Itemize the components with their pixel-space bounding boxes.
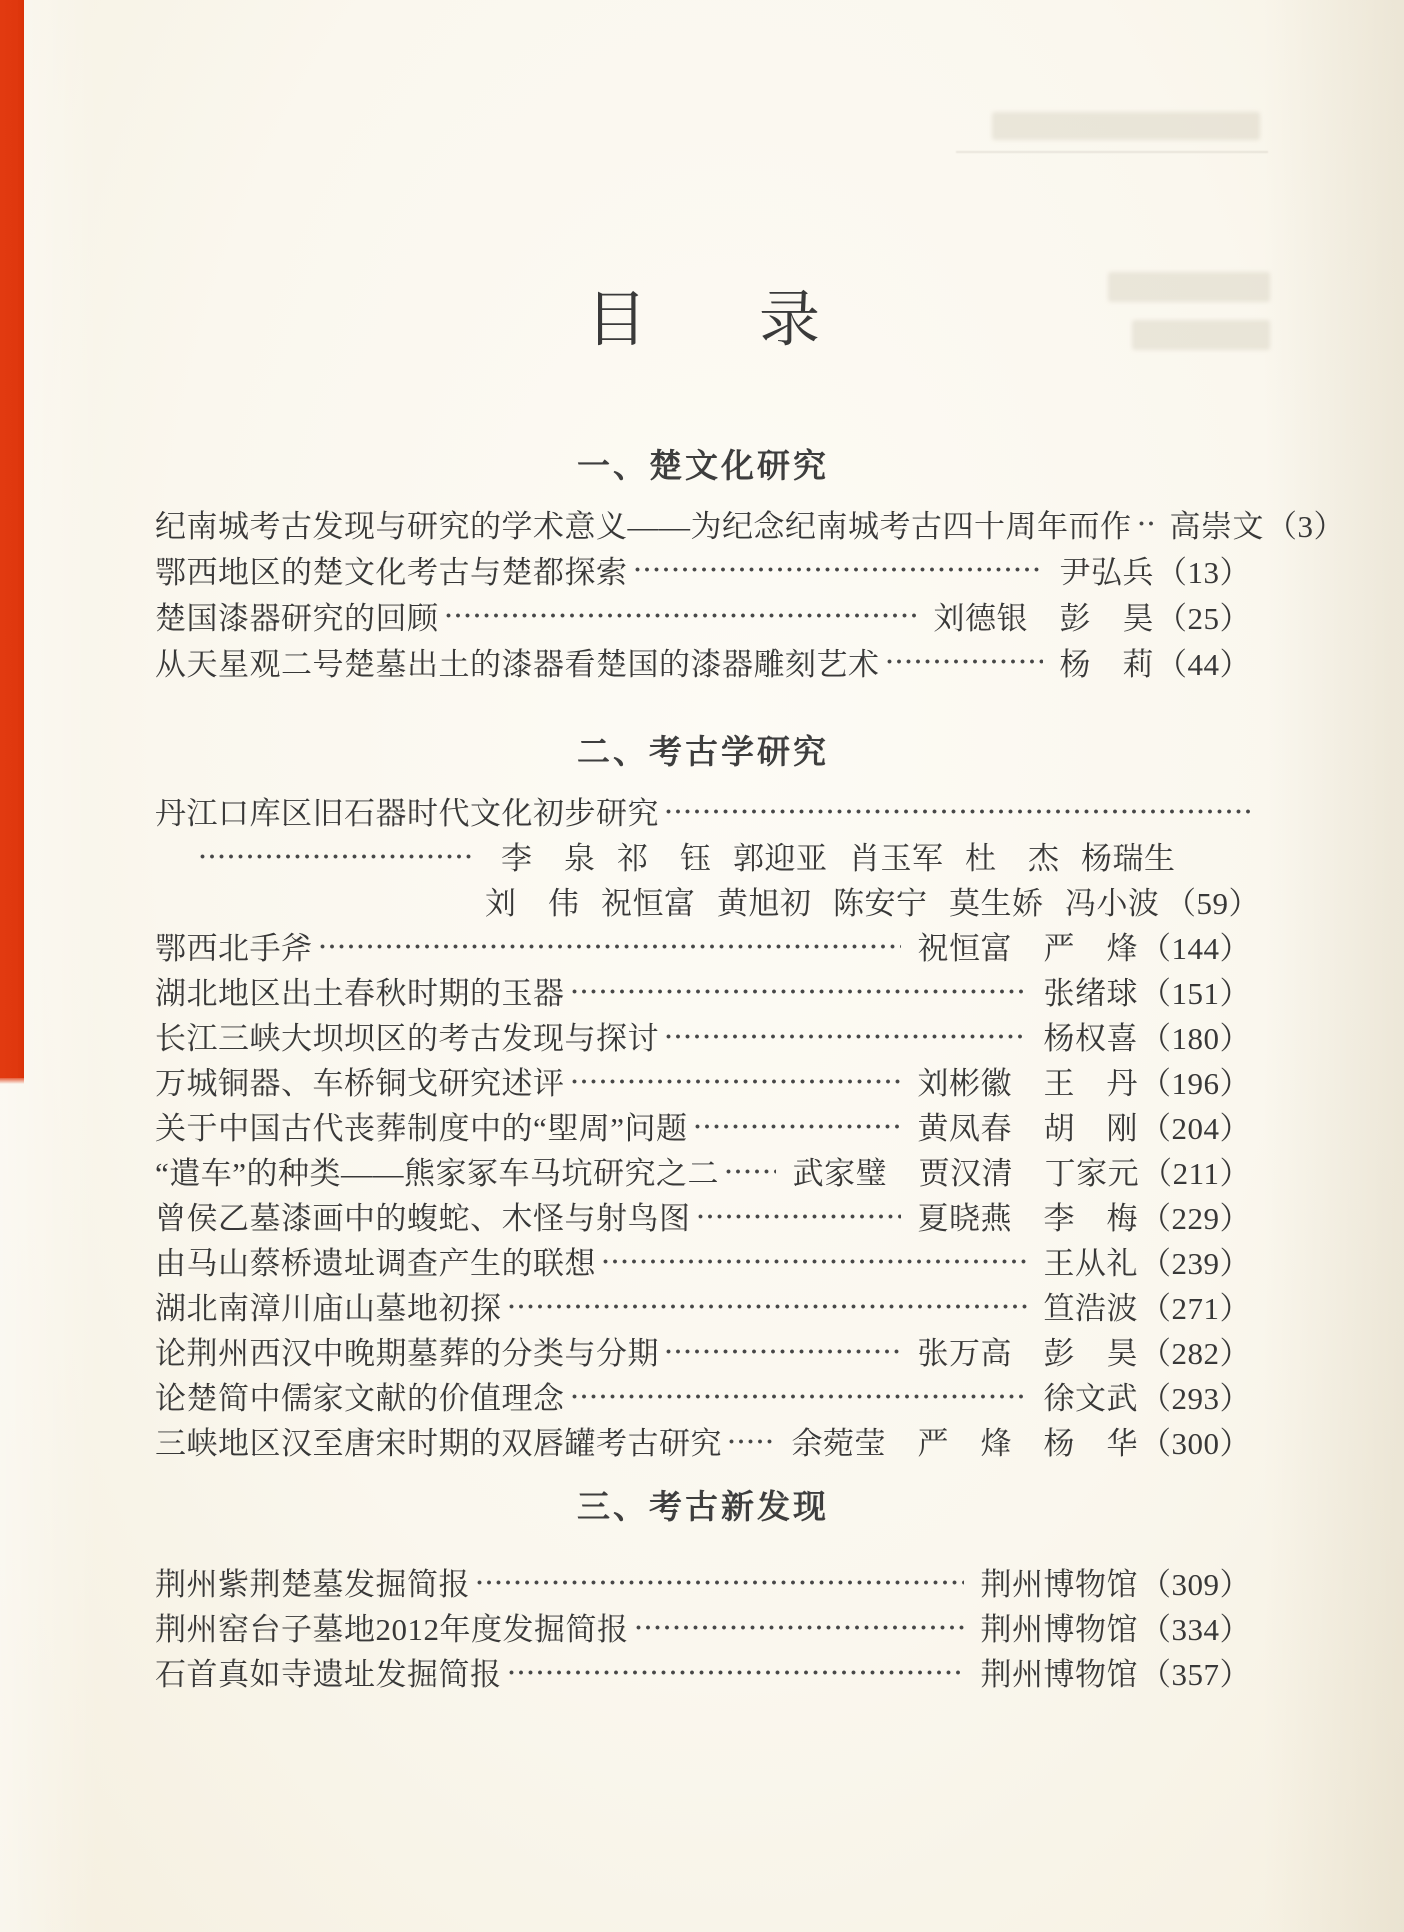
entry-title: 由马山蔡桥遗址调查产生的联想	[155, 1246, 596, 1281]
author-name: 杜 杰	[965, 841, 1060, 876]
toc-entry	[155, 546, 1251, 592]
entry-title: 石首真如寺遗址发掘简报	[155, 1657, 502, 1692]
author-name-list	[501, 833, 1181, 878]
dot-leader	[502, 1283, 1032, 1328]
dot-leader	[659, 1328, 906, 1373]
section-1-entries	[155, 500, 1345, 684]
entry-authors: 荆州博物馆	[980, 1657, 1138, 1692]
entry-authors: 黄凤春 胡 刚	[917, 1111, 1138, 1146]
entry-authors: 尹弘兵	[1059, 554, 1154, 590]
toc-entry-authors-line	[155, 878, 1260, 923]
toc-entry	[155, 1649, 1251, 1694]
entry-authors: 笪浩波	[1043, 1291, 1138, 1326]
entry-authors: 张绪球	[1043, 976, 1138, 1011]
entry-title: 论荆州西汉中晚期墓葬的分类与分期	[155, 1336, 659, 1371]
entry-title: “遣车”的种类——熊家冢车马坑研究之二	[155, 1156, 720, 1191]
entry-title: 万城铜器、车桥铜戈研究述评	[155, 1066, 565, 1101]
author-name: 祁 钰	[617, 841, 712, 876]
toc-entry	[155, 638, 1251, 684]
author-name: 陈安宁	[833, 886, 928, 921]
author-name: 冯小波	[1065, 886, 1160, 921]
section-heading-3: 三、考古新发现	[577, 1488, 829, 1525]
dot-leader	[691, 1193, 906, 1238]
entry-title: 湖北南漳川庙山墓地初探	[155, 1291, 502, 1326]
author-name: 黄旭初	[717, 886, 812, 921]
dot-leader	[629, 1604, 969, 1649]
page-title	[155, 288, 1251, 354]
dot-leader	[313, 923, 906, 968]
entry-page-number: （44）	[1156, 646, 1251, 682]
dot-leader	[470, 1559, 969, 1604]
author-name-list	[485, 878, 1165, 923]
author-name: 刘 伟	[485, 886, 580, 921]
toc-entry	[155, 1328, 1251, 1373]
author-name: 郭迎亚	[733, 841, 828, 876]
entry-page-number: （196）	[1140, 1066, 1251, 1101]
entry-page-number: （211）	[1141, 1156, 1251, 1191]
section-2-entries	[155, 788, 1260, 1463]
entry-page-number: （334）	[1140, 1612, 1251, 1647]
entry-page-number: （309）	[1140, 1567, 1251, 1602]
dot-leader	[719, 1148, 781, 1193]
entry-authors: 刘彬徽 王 丹	[917, 1066, 1138, 1101]
entry-title: 湖北地区出土春秋时期的玉器	[155, 976, 565, 1011]
entry-title: 曾侯乙墓漆画中的蝮蛇、木怪与射鸟图	[155, 1201, 691, 1236]
entry-authors: 杨权喜	[1043, 1021, 1138, 1056]
dot-leader	[502, 1649, 969, 1694]
author-name: 杨瑞生	[1081, 841, 1176, 876]
entry-authors: 徐文武	[1043, 1381, 1138, 1416]
entry-page-number: （239）	[1140, 1246, 1251, 1281]
entry-title: 纪南城考古发现与研究的学术意义——为纪念纪南城考古四十周年而作	[155, 508, 1132, 544]
dot-leader	[565, 1373, 1032, 1418]
entry-authors: 余菀莹 严 烽 杨 华	[791, 1426, 1138, 1461]
entry-authors: 高崇文	[1169, 508, 1264, 544]
author-name: 莫生娇	[949, 886, 1044, 921]
entry-title: 鄂西地区的楚文化考古与楚都探索	[155, 554, 628, 590]
entry-page-number: （144）	[1140, 931, 1251, 966]
entry-page-number: （229）	[1140, 1201, 1251, 1236]
dot-leader	[880, 638, 1048, 684]
entry-title: 荆州紫荆楚墓发掘简报	[155, 1567, 470, 1602]
toc-entry	[155, 1148, 1251, 1193]
toc-entry	[155, 968, 1251, 1013]
toc-entry	[155, 1058, 1251, 1103]
section-heading-1: 一、楚文化研究	[577, 447, 829, 484]
entry-title: 关于中国古代丧葬制度中的“堲周”问题	[155, 1111, 688, 1146]
entry-authors: 荆州博物馆	[980, 1567, 1138, 1602]
toc-entry	[155, 1418, 1251, 1463]
entry-authors: 王从礼	[1043, 1246, 1138, 1281]
dot-leader	[628, 546, 1048, 592]
section-heading-2: 二、考古学研究	[577, 733, 829, 770]
entry-page-number: （282）	[1140, 1336, 1251, 1371]
author-name: 李 泉	[501, 841, 596, 876]
entry-title: 丹江口库区旧石器时代文化初步研究	[155, 796, 659, 831]
entry-title: 三峡地区汉至唐宋时期的双唇罐考古研究	[155, 1426, 722, 1461]
entry-authors: 夏晓燕 李 梅	[917, 1201, 1138, 1236]
entry-page-number: （59）	[1165, 886, 1260, 921]
dot-leader	[722, 1418, 780, 1463]
entry-authors: 刘德银 彭 昊	[933, 600, 1154, 636]
toc-content	[155, 0, 1345, 1694]
toc-entry	[155, 923, 1251, 968]
author-name: 祝恒富	[601, 886, 696, 921]
entry-title: 长江三峡大坝坝区的考古发现与探讨	[155, 1021, 659, 1056]
entry-authors: 杨 莉	[1059, 646, 1154, 682]
entry-page-number: （271）	[1140, 1291, 1251, 1326]
toc-entry	[155, 788, 1251, 833]
toc-entry	[155, 1604, 1251, 1649]
toc-entry-authors-line	[155, 833, 1251, 878]
dot-leader	[1132, 500, 1158, 546]
dot-leader	[565, 968, 1032, 1013]
entry-page-number: （300）	[1140, 1426, 1251, 1461]
entry-page-number: （25）	[1156, 600, 1251, 636]
dot-leader	[659, 788, 1251, 833]
section-3-entries	[155, 1559, 1251, 1694]
toc-entry	[155, 1283, 1251, 1328]
toc-entry	[155, 592, 1251, 638]
entry-title: 楚国漆器研究的回顾	[155, 600, 439, 636]
entry-title: 荆州窑台子墓地2012年度发掘简报	[155, 1612, 629, 1647]
toc-entry	[155, 1193, 1251, 1238]
entry-authors: 祝恒富 严 烽	[917, 931, 1138, 966]
entry-authors: 武家璧 贾汉清 丁家元	[792, 1156, 1140, 1191]
entry-authors: 荆州博物馆	[980, 1612, 1138, 1647]
dot-leader	[565, 1058, 906, 1103]
entry-authors: 张万高 彭 昊	[917, 1336, 1138, 1371]
entry-title: 鄂西北手斧	[155, 931, 313, 966]
entry-page-number: （180）	[1140, 1021, 1251, 1056]
dot-leader	[596, 1238, 1032, 1283]
dot-leader	[193, 833, 475, 878]
entry-title: 论楚简中儒家文献的价值理念	[155, 1381, 565, 1416]
entry-page-number: （3）	[1266, 508, 1345, 544]
entry-page-number: （357）	[1140, 1657, 1251, 1692]
dot-leader	[439, 592, 922, 638]
book-cover-edge	[0, 0, 24, 1078]
author-name: 肖玉军	[849, 841, 944, 876]
toc-entry	[155, 1559, 1251, 1604]
toc-entry	[155, 500, 1345, 546]
entry-page-number: （204）	[1140, 1111, 1251, 1146]
dot-leader	[659, 1013, 1032, 1058]
toc-entry	[155, 1373, 1251, 1418]
toc-entry	[155, 1013, 1251, 1058]
toc-entry	[155, 1103, 1251, 1148]
dot-leader	[688, 1103, 906, 1148]
entry-page-number: （151）	[1140, 976, 1251, 1011]
toc-entry	[155, 1238, 1251, 1283]
title-char: 录	[759, 287, 821, 354]
entry-page-number: （13）	[1156, 554, 1251, 590]
entry-page-number: （293）	[1140, 1381, 1251, 1416]
entry-title: 从天星观二号楚墓出土的漆器看楚国的漆器雕刻艺术	[155, 646, 880, 682]
title-char: 目	[585, 287, 647, 354]
